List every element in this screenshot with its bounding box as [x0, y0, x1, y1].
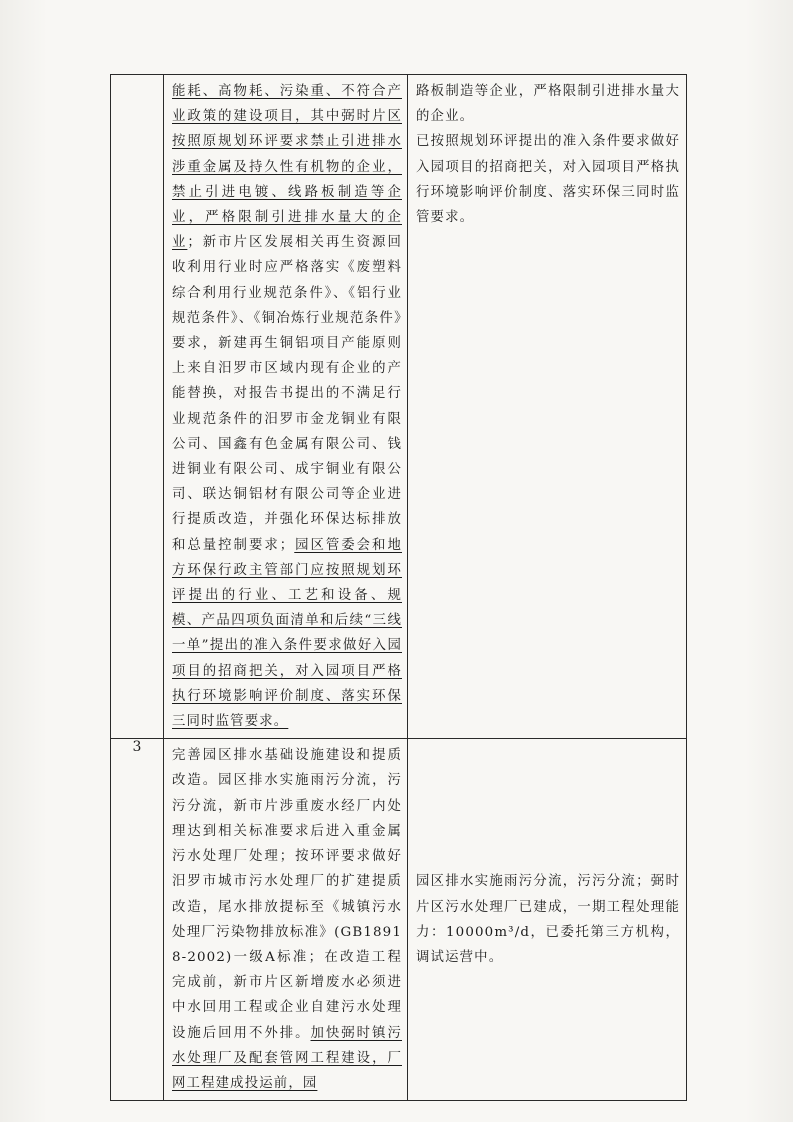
implementation-text: 园区排水实施雨污分流，污污分流；弼时片区污水处理厂已建成，一期工程处理能力：10000m³/d，已委托第三方机构，调试运营中。: [416, 874, 680, 965]
row-number-cell: 3: [111, 739, 164, 1101]
implementation-cell: [408, 739, 687, 1101]
requirement-text: [164, 75, 407, 738]
row-number-cell: [111, 75, 164, 739]
plain-text: 完善园区排水基础设施建设和提质改造。园区排水实施雨污分流，污污分流，新市片涉重废水经厂内处理达到相关标准要求后进入重金属污水处理厂处理；按环评要求做好汨罗市城市污水处理厂的扩建提质改造，尾水排放提标至《城镇污水处理厂污染物排放标准》(GB18918-2002)一级A标准；在改造工程完成前，新市片区新增废水必须进中水回用工程或企业自建污水处理设施后回用不外排。: [172, 748, 402, 1041]
implementation-cell: [408, 75, 687, 739]
plain-text: ；新市片区发展相关再生资源回收利用行业时应严格落实《废塑料综合利用行业规范条件》、《铝行业规范条件》、《铜冶炼行业规范条件》要求，新建再生铜铝项目产能原则上来自汨罗市区域内现有企业的产能替换，对报告书提出的不满足行业规范条件的汨罗市金龙铜业有限公司、国鑫有色金属有限公司、钱进铜业有限公司、成宇铜业有限公司、联达铜铝材有限公司等企业进行提质改造，并强化环保达标排放和总量控制要求；: [172, 235, 402, 553]
requirement-cell: [164, 739, 408, 1101]
table-row: [111, 75, 687, 739]
requirements-table: [110, 74, 687, 1101]
implementation-text: 路板制造等企业，严格限制引进排水量大的企业。 已按照规划环评提出的准入条件要求做好入园项目的招商把关，对入园项目严格执行环境影响评价制度、落实环保三同时监管要求。: [416, 84, 680, 226]
table-row: [111, 739, 687, 1101]
underlined-text: 加快弼时镇污水处理厂及配套管网工程建设，厂网工程建成投运前，园: [172, 1025, 402, 1091]
underlined-text: 园区管委会和地方环保行政主管部门应按照规划环评提出的行业、工艺和设备、规模、产品四项负面清单和后续“三线一单”提出的准入条件要求做好入园项目的招商把关，对入园项目严格执行环境影响评价制度、落实环保三同时监管要求。: [172, 537, 402, 730]
requirement-cell: [164, 75, 408, 739]
requirement-text: [164, 739, 407, 1100]
underlined-text: 能耗、高物耗、污染重、不符合产业政策的建设项目，其中弼时片区按照原规划环评要求禁止引进排水涉重金属及持久性有机物的企业，禁止引进电镀、线路板制造等企业，严格限制引进排水量大的企业: [172, 84, 402, 251]
